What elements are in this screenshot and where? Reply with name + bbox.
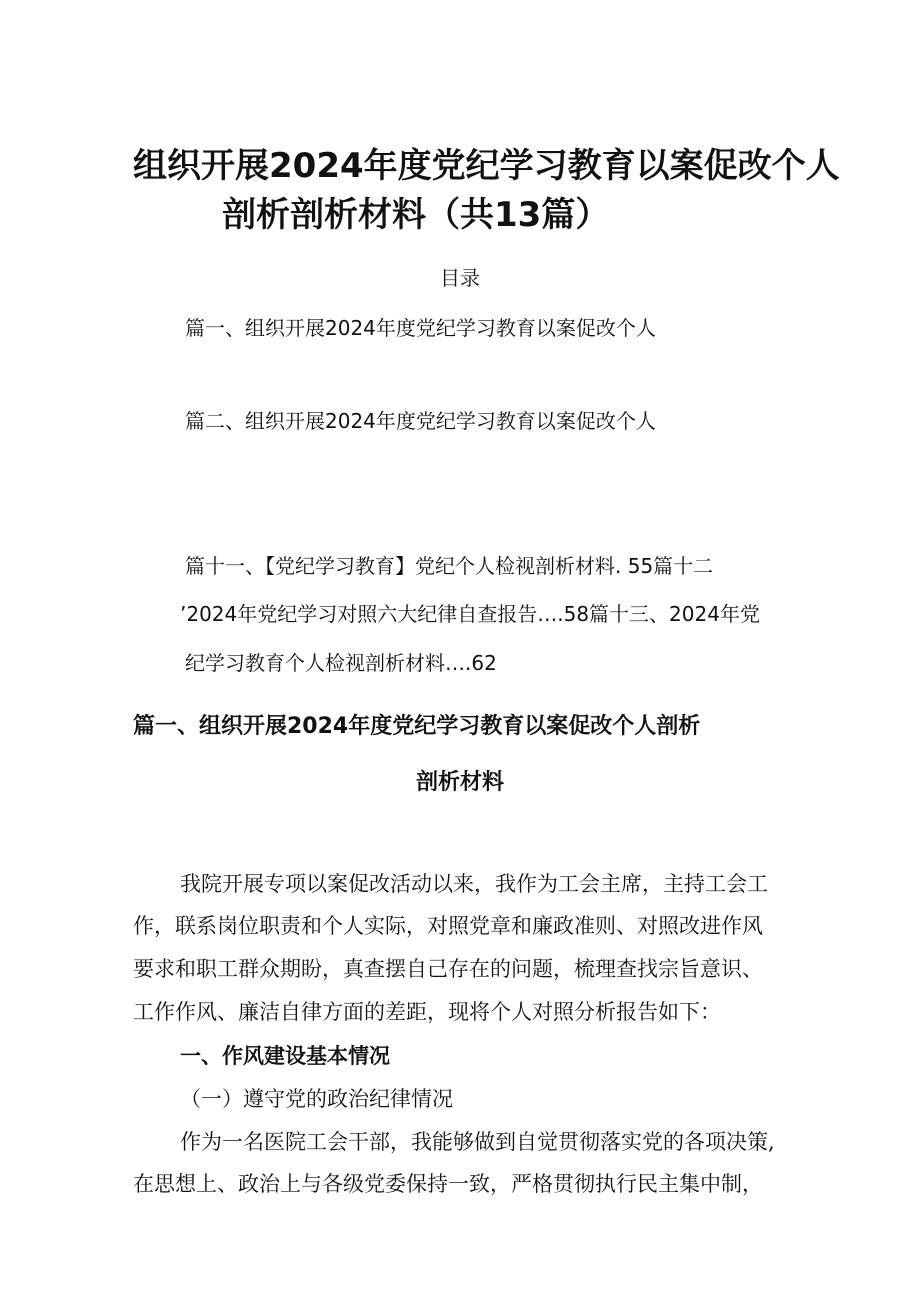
body-text-line: 作为一名医院工会干部，我能够做到自觉贯彻落实党的各项决策,	[180, 1130, 775, 1154]
section-subheading: 剖析材料	[415, 770, 504, 795]
subsection-heading: 一、作风建设基本情况	[180, 1044, 390, 1068]
document-title-line-2: 剖析剖析材料（共13篇）	[222, 195, 610, 235]
body-text-line: 作，联系岗位职责和个人实际，对照党章和廉政准则、对照改进作风	[133, 914, 763, 938]
document-title-line-1: 组织开展2024年度党纪学习教育以案促改个人	[133, 146, 840, 186]
body-text-line: 我院开展专项以案促改活动以来，我作为工会主席，主持工会工	[180, 872, 768, 896]
subsection-heading-level2: （一）遵守党的政治纪律情况	[180, 1087, 453, 1111]
body-text-line: 工作作风、廉洁自律方面的差距，现将个人对照分析报告如下：	[133, 1000, 721, 1024]
toc-item[interactable]: 篇十一、【党纪学习教育】党纪个人检视剖析材料. 55篇十二	[185, 554, 714, 578]
body-text-line: 在思想上、政治上与各级党委保持一致，严格贯彻执行民主集中制，	[133, 1172, 763, 1196]
toc-item[interactable]: 篇二、组织开展2024年度党纪学习教育以案促改个人	[185, 409, 656, 433]
toc-item[interactable]: 纪学习教育个人检视剖析材料….62	[185, 651, 497, 675]
body-text-line: 要求和职工群众期盼，真查摆自己存在的问题，梳理查找宗旨意识、	[133, 957, 763, 981]
section-heading: 篇一、组织开展2024年度党纪学习教育以案促改个人剖析	[133, 714, 701, 739]
toc-heading: 目录	[440, 266, 480, 290]
toc-item[interactable]: ’2024年党纪学习对照六大纪律自查报告….58篇十三、2024年党	[180, 602, 760, 626]
toc-item[interactable]: 篇一、组织开展2024年度党纪学习教育以案促改个人	[185, 316, 656, 340]
